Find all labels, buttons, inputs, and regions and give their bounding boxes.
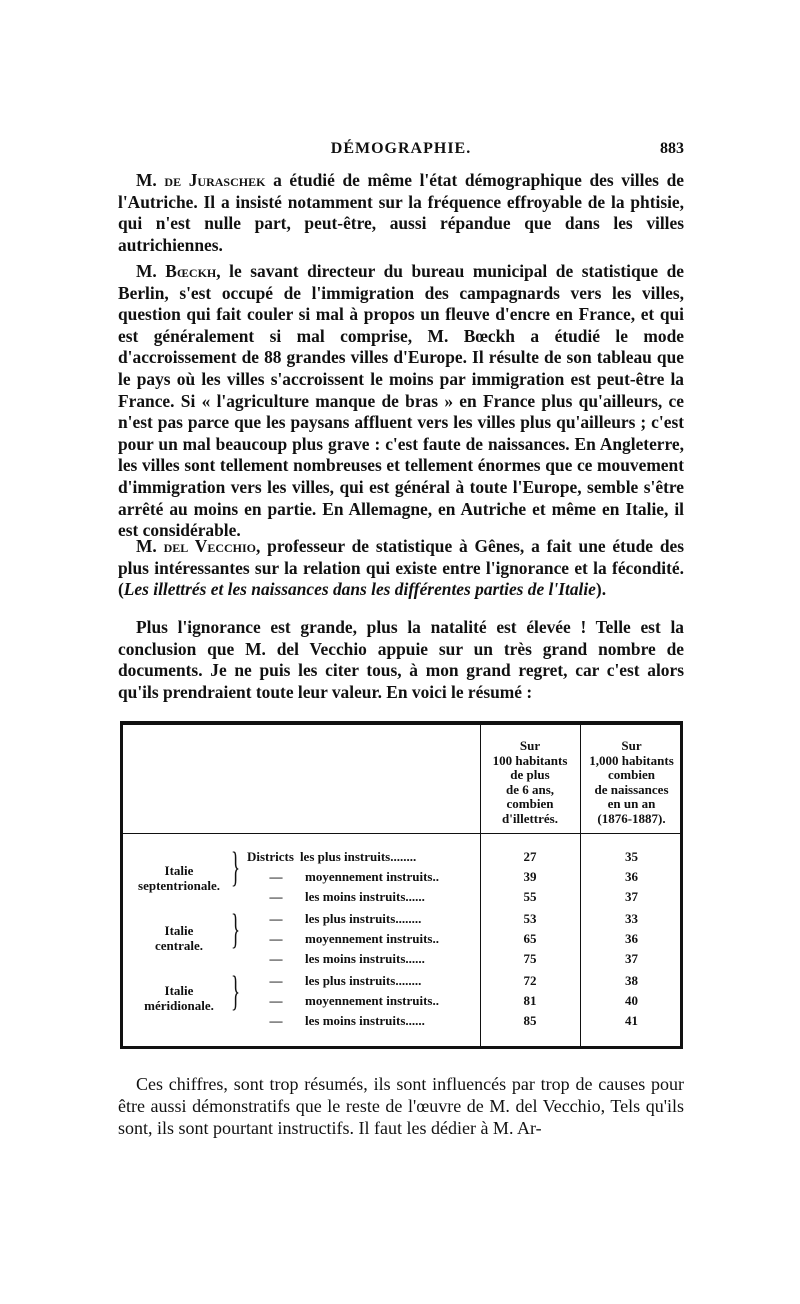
table-row-label: — les moins instruits...... <box>269 889 425 904</box>
table-cell-births: 40 <box>625 993 638 1008</box>
table-row-label: — moyennement instruits.. <box>269 931 439 946</box>
author-name: M. del Vecchio, <box>136 536 261 556</box>
paragraph-text-end: ). <box>595 579 607 600</box>
table-cell-births: 38 <box>625 973 638 988</box>
page-header <box>118 140 684 162</box>
header-divider <box>123 833 680 834</box>
table-cell-births: 35 <box>625 849 638 864</box>
table-row-label: — les plus instruits........ <box>269 911 422 926</box>
table-row-label: — moyennement instruits.. <box>269 869 439 884</box>
column-header-births: Sur 1,000 habitants combien de naissances en un an (1876-1887). <box>589 738 674 826</box>
table-cell-births: 37 <box>625 951 638 966</box>
table-cell-illiterate: 27 <box>523 849 537 864</box>
paragraph-text: le savant directeur du bureau municipal de statistique de Berlin, s'est occupé de l'immigration des campagnards vers les villes, question qui fait couler si mal à propos un fleuve d'encre en France, et qui est généralement si mal comprise, M. Bœckh a étudié le mode d'accroissement de 88 grandes villes d'Europe. Il résulte de son tableau que le pays où les villes s'accroissent le moins par immigration est peut-être la France. Si « l'agriculture manque de bras » en France plus qu'ailleurs, ce n'est pas parce que les paysans affluent vers les villes plus qu'ailleurs ; c'est pour un mal beaucoup plus grave : c'est faute de naissances. En Angleterre, les villes sont tellement nombreuses et tellement énormes que ce mouvement d'immigration vers les villes, qui est général à toute l'Europe, semble s'être arrêté au moins en partie. En Allemagne, en Autriche et même en Italie, il est considérable. <box>118 261 684 541</box>
table-cell-births: 41 <box>625 1013 638 1028</box>
table-cell-illiterate: 72 <box>523 973 537 988</box>
statistics-table <box>120 721 683 1049</box>
paragraph-conclusion: Plus l'ignorance est grande, plus la natalité est élevée ! Telle est la conclusion que M. del Vecchio appuie sur un très grand nombre de documents. Je ne puis les citer tous, à mon grand regret, car c'est alors qu'ils prendraient toute leur valeur. En voici le résumé : <box>118 617 684 702</box>
table-cell-illiterate: 85 <box>523 1013 537 1028</box>
paragraph-del-vecchio <box>118 536 684 601</box>
table-cell-births: 36 <box>625 931 638 946</box>
paragraph-text: a étudié de même l'état démographique des villes de l'Autriche. Il a insisté notamment sur la fréquence effroyable de la phtisie, qui n'est nulle part, peut-être, aussi répandue que dans les villes autrichiennes. <box>118 170 684 255</box>
table-cell-births: 37 <box>625 889 638 904</box>
table-cell-births: 33 <box>625 911 638 926</box>
brace-north: } <box>231 845 241 891</box>
column-header-illiterates: Sur 100 habitants de plus de 6 ans, combien d'illettrés. <box>492 738 568 826</box>
author-name: M. Bœckh, <box>136 261 221 281</box>
table-cell-illiterate: 81 <box>523 993 537 1008</box>
table-cell-illiterate: 55 <box>523 889 537 904</box>
table-cell-illiterate: 39 <box>523 869 537 884</box>
region-label-centre: Italie centrale. <box>154 923 203 953</box>
paragraph-boeckh <box>118 261 684 542</box>
table-cell-illiterate: 65 <box>523 931 537 946</box>
work-title: Les illettrés et les naissances dans les différentes parties de l'Italie <box>123 579 596 600</box>
brace-south: } <box>231 969 241 1015</box>
author-name: M. de Juraschek <box>136 170 266 190</box>
table-row-label: — les moins instruits...... <box>269 951 425 966</box>
paragraph-text: professeur de statistique à Gênes, a fait une étude des plus intéressantes sur la relation qui existe entre l'ignorance et la fécondité. ( <box>118 536 684 600</box>
table-row-label: — moyennement instruits.. <box>269 993 439 1008</box>
region-label-north: Italie septentrionale. <box>138 863 220 893</box>
page-number: 883 <box>660 140 684 157</box>
table-cell-births: 36 <box>625 869 638 884</box>
table-row-label: Districts les plus instruits........ <box>247 849 417 864</box>
paragraph-closing: Ces chiffres, sont trop résumés, ils sont influencés par trop de causes pour être aussi démonstratifs que le reste de l'œuvre de M. del Vecchio, Tels qu'ils sont, ils sont pourtant instructifs. Il faut les dédier à M. Ar- <box>118 1074 684 1138</box>
table-cell-illiterate: 53 <box>523 911 537 926</box>
table-row-label: — les moins instruits...... <box>269 1013 425 1028</box>
table-row-label: — les plus instruits........ <box>269 973 422 988</box>
paragraph-juraschek <box>118 170 684 256</box>
region-label-south: Italie méridionale. <box>144 983 214 1013</box>
running-title: DÉMOGRAPHIE. <box>330 140 472 157</box>
brace-centre: } <box>231 907 241 953</box>
table-cell-illiterate: 75 <box>523 951 537 966</box>
